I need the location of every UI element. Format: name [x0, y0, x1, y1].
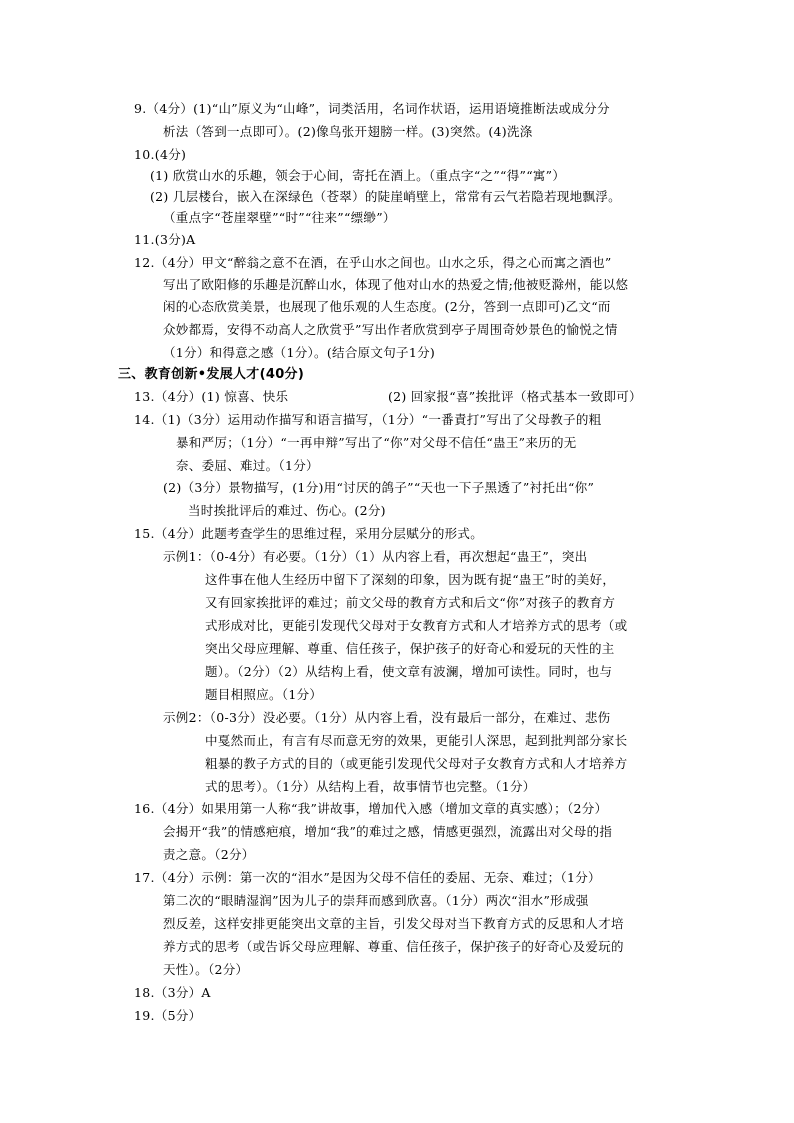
q14-line-1: 14.（1)（3分）运用动作描写和语言描写，（1分）“一番責打”写出了父母教子的粗: [134, 412, 602, 427]
q12-line-2: 写出了欧阳修的乐趣是沉醉山水，体现了他对山水的热爱之情;他被贬滁州，能以悠: [163, 277, 629, 292]
q17-line-5: 天性）。（2分）: [163, 962, 249, 977]
q10-line-1: (1) 欣赏山水的乐趣，领会于心间，寄托在酒上。（重点字“之”“得”“寓”）: [150, 168, 566, 183]
q10-line-2: (2) 几层楼台，嵌入在深绿色（苍翠）的陡崖峭壁上，常常有云气若隐若现地飘浮。: [150, 189, 621, 204]
q15-example1-line-5: 突出父母应理解、尊重、信任孩子，保护孩子的好奇心和爱玩的天性的主: [205, 641, 615, 656]
q17-line-3: 烈反差，这样安排更能突出文章的主旨，引发父母对当下教育方式的反思和人才培: [163, 916, 624, 931]
q10-line-3: （重点字“苍崖翠壁”“时”“往来”“缥缈”）: [163, 210, 396, 225]
q13-part-1: 13.（4分）(1) 惊喜、快乐: [134, 389, 289, 404]
q15-example1-line-1: 示例1：（0-4分）有必要。（1分）（1）从内容上看，再次想起“蛊王”，突出: [163, 549, 588, 564]
section-heading: 三、教育创新•发展人才(40分): [118, 367, 305, 382]
q12-line-1: 12.（4分）甲文“醉翁之意不在酒，在乎山水之间也。山水之乐，得之心而寓之酒也”: [134, 255, 612, 270]
q17-line-4: 养方式的思考（或告诉父母应理解、尊重、信任孩子，保护孩子的好奇心及爱玩的: [163, 939, 624, 954]
q12-line-3: 闲的心态欣赏美景，也展现了他乐观的人生态度。(2分，答到一点即可)乙文“而: [163, 299, 611, 314]
q16-line-1: 16.（4分）如果用第一人称“我”讲故事，增加代入感（增加文章的真实感）；（2分）: [134, 801, 608, 816]
q15-example1-line-7: 题目相照应。（1分）: [205, 687, 323, 702]
q9-line-1: 9.（4分）(1)“山”原义为“山峰”，词类活用，名词作状语，运用语境推断法或成分分: [134, 101, 610, 116]
q17-line-1: 17.（4分）示例：第一次的“泪水”是因为父母不信任的委屈、无奈、难过；（1分）: [134, 870, 601, 885]
q15-example1-line-4: 式形成对比，更能引发现代父母对于女教育方式和人才培养方式的思考（或: [205, 618, 628, 633]
q14-line-2: 暴和严厉；（1分）“一再申辩”写出了“你”对父母不信任“蛊王”来历的无: [176, 435, 577, 450]
q17-line-2: 第二次的“眼睛湿润”因为儿子的崇拜而感到欣喜。（1分）两次“泪水”形成强: [163, 893, 589, 908]
q18-line: 18.（3分）A: [134, 985, 211, 1000]
q16-line-2: 会揭开“我”的情感疤痕，增加“我”的难过之感，情感更强烈，流露出对父母的指: [163, 824, 613, 839]
q15-example2-line-3: 粗暴的教子方式的目的（或更能引发现代父母对子女教育方式和人才培养方: [205, 756, 628, 771]
q9-line-2: 析法（答到一点即可）。(2)像鸟张开翅膀一样。(3)突然。(4)洗涤: [163, 124, 533, 139]
q14-line-3: 奈、委屈、难过。（1分）: [176, 458, 319, 473]
q14-line-4: (2)（3分）景物描写，(1分)用“讨厌的鸽子”“天也一下子黑透了”衬托出“你”: [163, 480, 595, 495]
q16-line-3: 责之意。（2分）: [163, 847, 255, 862]
q14-line-5: 当时挨批评后的难过、伤心。(2分): [188, 503, 386, 518]
q12-line-5: （1分）和得意之感（1分）。(结合原文句子1分): [163, 345, 436, 360]
q13-part-2: (2) 回家报“喜”挨批评（格式基本一致即可）: [388, 389, 642, 404]
q15-example2-line-4: 式的思考）。（1分）从结构上看，故事情节也完整。（1分）: [205, 779, 536, 794]
q15-example2-line-2: 中戛然而止，有言有尽而意无穷的效果，更能引人深思，起到批判部分家长: [205, 733, 628, 748]
q15-example1-line-2: 这件事在他人生经历中留下了深刻的印象，因为既有捉“蛊王”时的美好，: [205, 572, 616, 587]
q15-example1-line-3: 又有回家挨批评的难过；前文父母的教育方式和后文“你”对孩子的教育方: [205, 595, 616, 610]
q11-line: 11.(3分)A: [134, 232, 196, 247]
q15-example2-line-1: 示例2：（0-3分）没必要。（1分）从内容上看，没有最后一部分，在难过、悲伤: [163, 710, 611, 725]
q15-example1-line-6: 题）。（2分）（2）从结构上看，使文章有波澜，增加可读性。同时，也与: [205, 664, 613, 679]
q10-header: 10.(4分): [134, 147, 187, 162]
q19-line: 19.（5分）: [134, 1008, 202, 1023]
q12-line-4: 众妙都焉，安得不动高人之欣赏乎”写出作者欣赏到亭子周围奇妙景色的愉悦之情: [163, 322, 618, 337]
q15-line-1: 15.（4分）此题考查学生的思维过程，采用分层赋分的形式。: [134, 526, 484, 541]
